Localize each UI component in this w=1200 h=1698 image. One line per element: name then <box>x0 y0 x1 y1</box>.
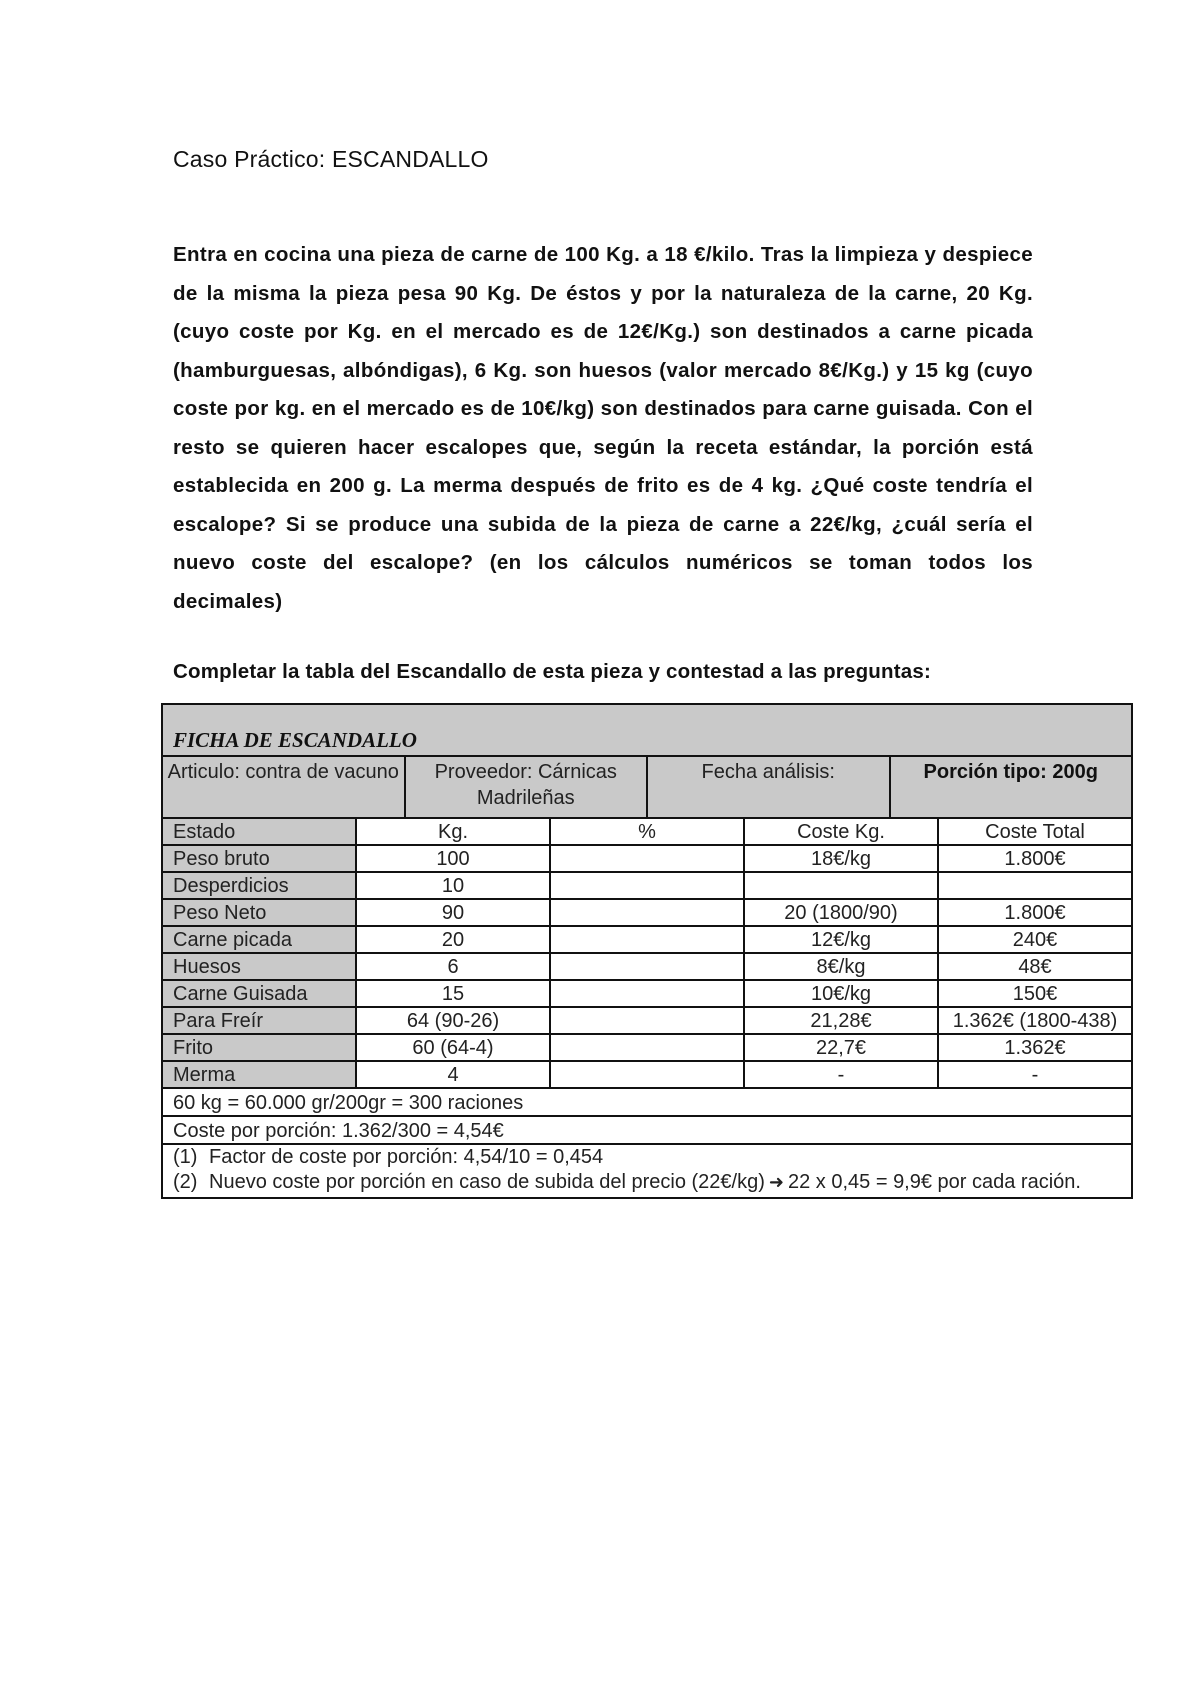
coste-kg-cell: 20 (1800/90) <box>745 900 939 925</box>
note-text: Factor de coste por porción: 4,54/10 = 0,454 <box>209 1146 604 1168</box>
table-title: FICHA DE ESCANDALLO <box>173 728 417 752</box>
row-label: Frito <box>163 1035 357 1060</box>
kg-cell: 90 <box>357 900 551 925</box>
row-label: Peso bruto <box>163 846 357 871</box>
coste-porcion-row: Coste por porción: 1.362/300 = 4,54€ <box>163 1117 1131 1145</box>
raciones-row: 60 kg = 60.000 gr/200gr = 300 raciones <box>163 1089 1131 1117</box>
percent-cell <box>551 900 745 925</box>
table-row <box>163 1008 1131 1035</box>
row-label: Desperdicios <box>163 873 357 898</box>
kg-cell: 4 <box>357 1062 551 1087</box>
coste-kg-cell <box>745 873 939 898</box>
table-row <box>163 1062 1131 1089</box>
column-header: % <box>551 819 745 844</box>
page-title: Caso Práctico: ESCANDALLO <box>173 146 489 172</box>
proveedor-cell: Proveedor: Cárnicas Madrileñas <box>406 757 649 817</box>
coste-kg-cell: 8€/kg <box>745 954 939 979</box>
table-row <box>163 846 1131 873</box>
notes-block <box>163 1145 1131 1197</box>
percent-cell <box>551 954 745 979</box>
kg-cell: 64 (90-26) <box>357 1008 551 1033</box>
percent-cell <box>551 981 745 1006</box>
kg-cell: 100 <box>357 846 551 871</box>
note-text-after: 22 x 0,45 = 9,9€ por cada ración. <box>787 1171 1081 1193</box>
coste-kg-cell: - <box>745 1062 939 1087</box>
escandallo-table <box>161 703 1133 1199</box>
coste-kg-cell: 12€/kg <box>745 927 939 952</box>
porcion-cell: Porción tipo: 200g <box>923 761 1098 783</box>
kg-cell: 10 <box>357 873 551 898</box>
instruction-text: Completar la tabla del Escandallo de esta pieza y contestad a las preguntas: <box>173 660 931 683</box>
table-header <box>163 705 1131 757</box>
problem-statement: Entra en cocina una pieza de carne de 100 Kg. a 18 €/kilo. Tras la limpieza y despiece de la misma la pieza pesa 90 Kg. De éstos y por la naturaleza de la carne, 20 Kg. (cuyo coste por Kg. en el mercado es de 12€/Kg.) son destinados a carne picada (hamburguesas, albóndigas), 6 Kg. son huesos (valor mercado 8€/Kg.) y 15 kg (cuyo coste por kg. en el mercado es de 10€/kg) son destinados para carne guisada. Con el resto se quieren hacer escalopes que, según la receta estándar, la porción está establecida en 200 g. La merma después de frito es de 4 kg. ¿Qué coste tendría el escalope? Si se produce una subida de la pieza de carne a 22€/kg, ¿cuál sería el nuevo coste del escalope? (en los cálculos numéricos se toman todos los decimales) <box>173 243 1033 613</box>
info-row <box>163 757 1131 819</box>
table-row <box>163 927 1131 954</box>
note-text <box>209 1170 1121 1195</box>
row-label: Peso Neto <box>163 900 357 925</box>
coste-total-cell: 48€ <box>1018 956 1052 978</box>
column-header: Coste Kg. <box>745 819 939 844</box>
coste-total-cell: 1.362€ <box>1004 1037 1066 1059</box>
coste-kg-cell: 10€/kg <box>745 981 939 1006</box>
row-label: Para Freír <box>163 1008 357 1033</box>
table-row <box>163 954 1131 981</box>
column-header-row <box>163 819 1131 846</box>
table-row <box>163 900 1131 927</box>
kg-cell: 20 <box>357 927 551 952</box>
arrow-right-icon: ➜ <box>768 1172 784 1192</box>
kg-cell: 6 <box>357 954 551 979</box>
row-label: Merma <box>163 1062 357 1087</box>
coste-total-cell: 1.800€ <box>1004 848 1066 870</box>
table-row <box>163 1035 1131 1062</box>
coste-total-cell: 1.362€ (1800-438) <box>952 1010 1118 1032</box>
note-item <box>173 1170 1121 1195</box>
column-header: Coste Total <box>939 819 1131 844</box>
articulo-cell: Articulo: contra de vacuno <box>163 757 406 817</box>
percent-cell <box>551 846 745 871</box>
coste-total-cell: 1.800€ <box>1004 902 1066 924</box>
note-text-before: Nuevo coste por porción en caso de subida del precio (22€/kg) <box>209 1171 765 1193</box>
coste-kg-cell: 21,28€ <box>745 1008 939 1033</box>
coste-kg-cell: 18€/kg <box>745 846 939 871</box>
row-label: Carne Guisada <box>163 981 357 1006</box>
percent-cell <box>551 927 745 952</box>
table-row <box>163 873 1131 900</box>
coste-kg-cell: 22,7€ <box>745 1035 939 1060</box>
coste-total-cell: 240€ <box>1012 929 1058 951</box>
percent-cell <box>551 1008 745 1033</box>
row-label: Carne picada <box>163 927 357 952</box>
fecha-cell: Fecha análisis: <box>648 757 891 817</box>
table-row <box>163 981 1131 1008</box>
coste-total-cell: 150€ <box>1012 983 1058 1005</box>
note-number: (1) <box>173 1146 198 1168</box>
coste-total-cell: - <box>1031 1064 1039 1086</box>
note-number: (2) <box>173 1171 198 1193</box>
percent-cell <box>551 873 745 898</box>
percent-cell <box>551 1035 745 1060</box>
note-item <box>173 1145 1121 1170</box>
column-header: Kg. <box>357 819 551 844</box>
column-header: Estado <box>163 819 357 844</box>
percent-cell <box>551 1062 745 1087</box>
kg-cell: 60 (64-4) <box>357 1035 551 1060</box>
row-label: Huesos <box>163 954 357 979</box>
kg-cell: 15 <box>357 981 551 1006</box>
coste-total-cell <box>939 873 1131 898</box>
